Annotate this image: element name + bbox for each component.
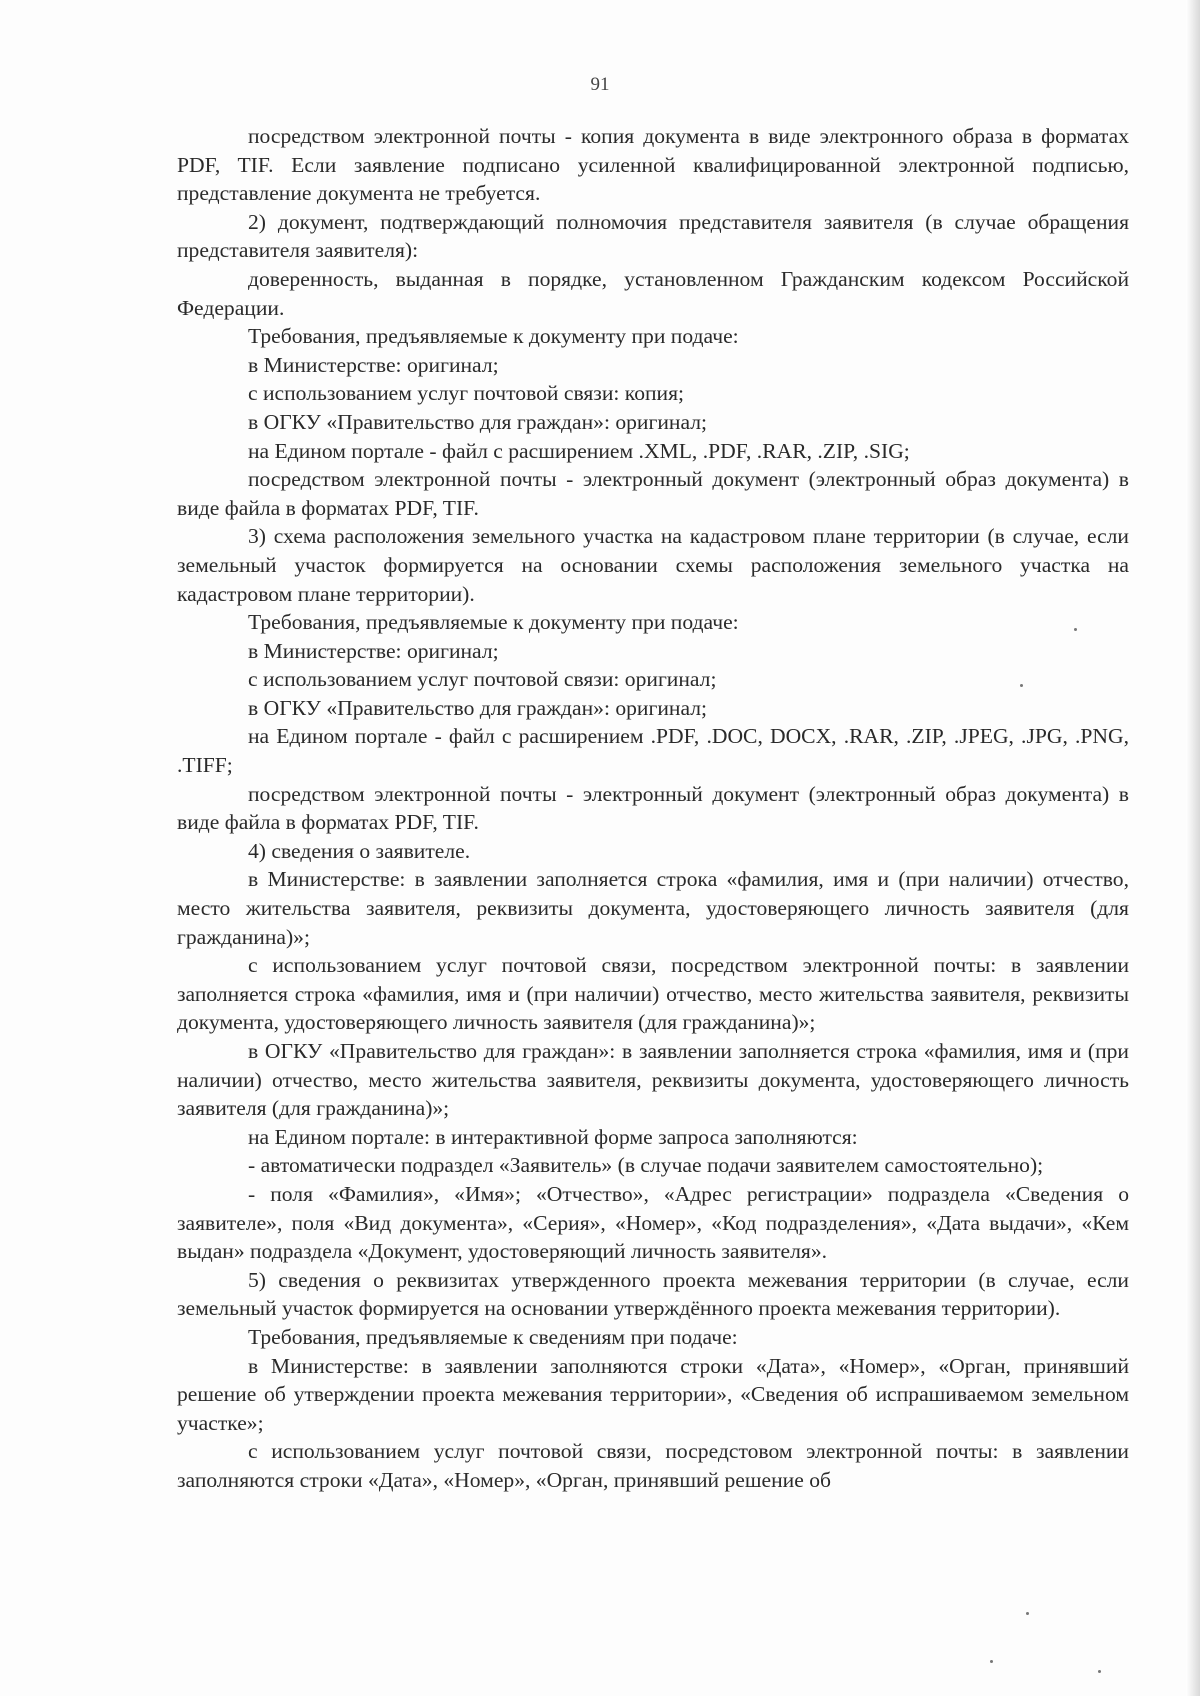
paragraph: с использованием услуг почтовой связи, посредством электронной почты: в заявлении заполняется строка «фамилия, имя и (при наличии) отчество, место жительства заявителя, реквизиты документа, удостоверяющего личность заявителя (для гражданина)»;: [177, 953, 1129, 1035]
paragraph: посредством электронной почты - копия документа в виде электронного образа в форматах PDF, TIF. Если заявление подписано усиленной квалифицированной электронной подписью, представление документа не требуется.: [177, 124, 1129, 206]
paragraph: 5) сведения о реквизитах утвержденного проекта межевания территории (в случае, если земельный участок формируется на основании утверждённого проекта межевания территории).: [177, 1267, 1129, 1321]
paragraph: на Едином портале - файл с расширением .XML, .PDF, .RAR, .ZIP, .SIG;: [248, 438, 910, 463]
paragraph: в Министерстве: в заявлении заполняются строки «Дата», «Номер», «Орган, принявший решение об утверждении проекта межевания территории», «Сведения об испрашиваемом земельном участке»;: [177, 1353, 1129, 1435]
paragraph: в ОГКУ «Правительство для граждан»: в заявлении заполняется строка «фамилия, имя и (при наличии) отчество, место жительства заявителя, реквизиты документа, удостоверяющего личность заявителя (для гражданина)»;: [177, 1039, 1129, 1121]
scan-speck: [1026, 1612, 1029, 1615]
paragraph: Требования, предъявляемые к сведениям при подаче:: [248, 1324, 738, 1349]
scan-speck: [1020, 684, 1023, 687]
page-number: 91: [590, 74, 610, 95]
paragraph: с использованием услуг почтовой связи, посредстовом электронной почты: в заявлении заполняются строки «Дата», «Номер», «Орган, принявший решение об: [177, 1439, 1129, 1492]
paragraph: в Министерстве: в заявлении заполняется строка «фамилия, имя и (при наличии) отчество, место жительства заявителя, реквизиты документа, удостоверяющего личность заявителя (для гражданина)»;: [177, 867, 1129, 949]
paragraph: на Едином портале - файл с расширением .PDF, .DOC, DOCX, .RAR, .ZIP, .JPEG, .JPG, .PNG, .TIFF;: [177, 724, 1129, 778]
paragraph: Требования, предъявляемые к документу при подаче:: [248, 324, 739, 349]
scan-speck: [1098, 1670, 1101, 1673]
paragraph: 4) сведения о заявителе.: [248, 838, 471, 863]
paragraph: в Министерстве: оригинал;: [248, 352, 499, 377]
paragraph: с использованием услуг почтовой связи: оригинал;: [248, 667, 717, 692]
paragraph: в ОГКУ «Правительство для граждан»: оригинал;: [248, 695, 708, 720]
scan-edge-shadow: [1186, 0, 1200, 1696]
paragraph: Требования, предъявляемые к документу при подаче:: [248, 610, 739, 635]
scan-speck: [990, 1660, 993, 1663]
paragraph: посредством электронной почты - электронный документ (электронный образ документа) в виде файла в форматах PDF, TIF.: [177, 467, 1129, 520]
document-body: [177, 122, 1129, 1495]
scan-speck: [1074, 628, 1077, 631]
paragraph: - поля «Фамилия», «Имя»; «Отчество», «Адрес регистрации» подраздела «Сведения о заявителе», поля «Вид документа», «Серия», «Номер», «Код подразделения», «Дата выдачи», «Кем выдан» подраздела «Документ, удостоверяющий личность заявителя».: [177, 1181, 1129, 1264]
paragraph: - автоматически подраздел «Заявитель» (в случае подачи заявителем самостоятельно);: [248, 1153, 1044, 1178]
paragraph: посредством электронной почты - электронный документ (электронный образ документа) в виде файла в форматах PDF, TIF.: [177, 781, 1129, 835]
paragraph: 3) схема расположения земельного участка на кадастровом плане территории (в случае, если земельный участок формируется на основании схемы расположения земельного участка на кадастровом плане территории).: [177, 524, 1129, 606]
paragraph: доверенность, выданная в порядке, установленном Гражданским кодексом Российской Федерации.: [177, 266, 1129, 320]
paragraph: в Министерстве: оригинал;: [248, 638, 499, 663]
paragraph: с использованием услуг почтовой связи: копия;: [248, 381, 685, 406]
paragraph: в ОГКУ «Правительство для граждан»: оригинал;: [248, 409, 708, 434]
paragraph: 2) документ, подтверждающий полномочия представителя заявителя (в случае обращения представителя заявителя):: [177, 209, 1129, 263]
paragraph: на Едином портале: в интерактивной форме запроса заполняются:: [248, 1124, 858, 1149]
